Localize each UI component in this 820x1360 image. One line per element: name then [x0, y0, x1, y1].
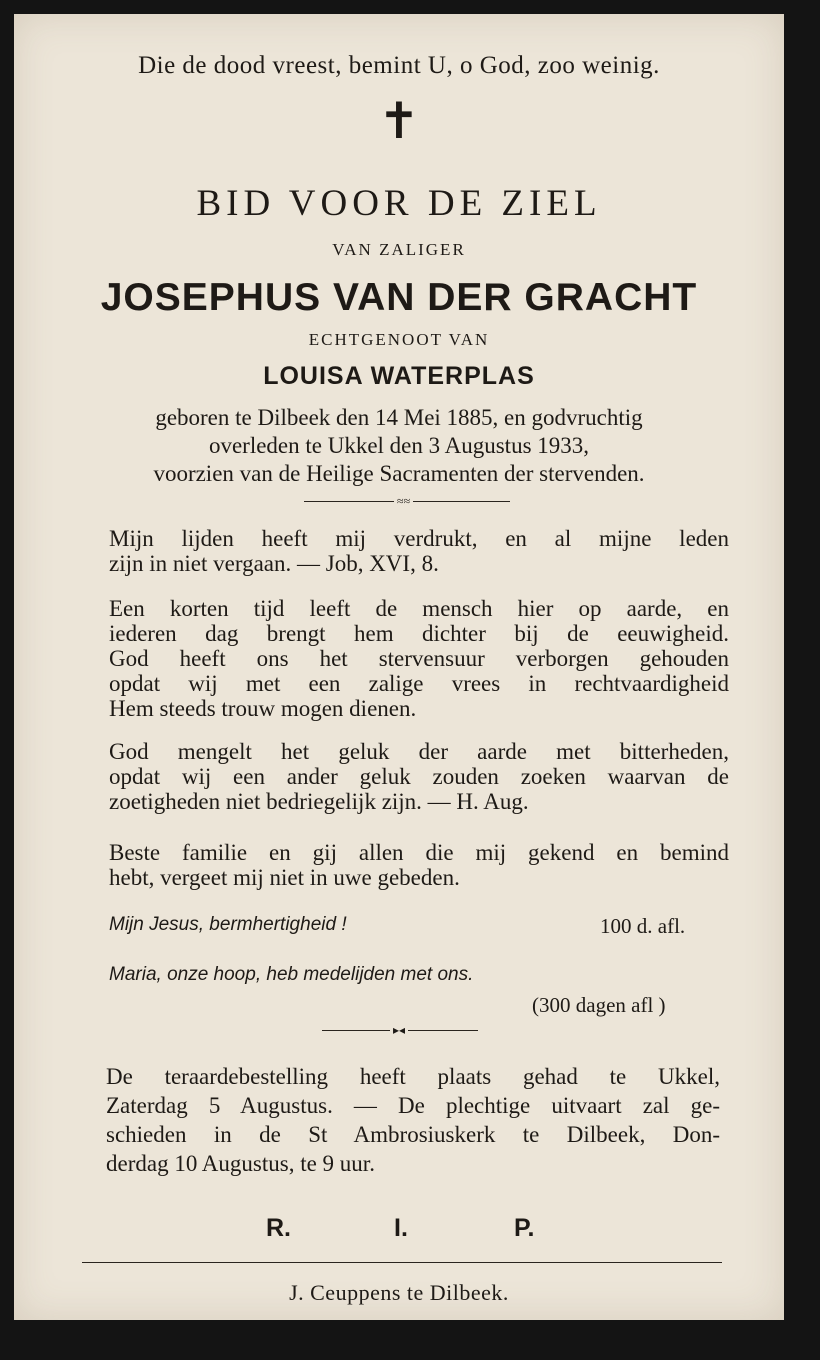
text-line: De teraardebestelling heeft plaats gehad te Ukkel, — [106, 1064, 720, 1089]
text-line: Zaterdag 5 Augustus. — De plechtige uitvaart zal ge- — [106, 1093, 720, 1118]
text-line: iederen dag brengt hem dichter bij de eeuwigheid. — [109, 621, 729, 646]
printer-credit: J. Ceuppens te Dilbeek. — [289, 1280, 509, 1305]
motto: Die de dood vreest, bemint U, o God, zoo weinig. — [138, 52, 660, 79]
indulgence-1: 100 d. afl. — [600, 914, 686, 938]
bio — [14, 404, 784, 488]
rip-r: R. — [266, 1214, 291, 1242]
cross-icon: ✝ — [378, 93, 420, 149]
text-line: zoetigheden niet bedriegelijk zijn. — H. Aug. — [109, 789, 529, 814]
text-line: Een korten tijd leeft de mensch hier op aarde, en — [109, 596, 729, 621]
footer-rule — [82, 1262, 722, 1263]
text-line: Mijn lijden heeft mij verdrukt, en al mijne leden — [109, 526, 729, 551]
echtgenoot-label: ECHTGENOOT VAN — [308, 330, 490, 349]
deceased-name: JOSEPHUS VAN DER GRACHT — [100, 276, 698, 319]
spouse-name: LOUISA WATERPLAS — [263, 362, 535, 390]
bio-line: voorzien van de Heilige Sacramenten der stervenden. — [153, 461, 645, 486]
text-line: derdag 10 Augustus, te 9 uur. — [106, 1151, 375, 1176]
text-line: hebt, vergeet mij niet in uwe gebeden. — [109, 865, 460, 890]
text-line: zijn in niet vergaan. — Job, XVI, 8. — [109, 551, 439, 576]
funeral-notice — [106, 1062, 720, 1178]
quote-job — [109, 526, 729, 576]
divider-ornament: ≈≈ — [394, 495, 413, 507]
heading: BID VOOR DE ZIEL — [196, 183, 602, 224]
rip-p: P. — [514, 1214, 535, 1242]
rip-i: I. — [394, 1214, 408, 1242]
text-line: God heeft ons het stervensuur verborgen gehouden — [109, 646, 729, 671]
indulgence-2: (300 dagen afl ) — [532, 993, 666, 1017]
divider-ornament: ▸◂ — [390, 1024, 408, 1036]
paragraph-eternity — [109, 596, 729, 721]
memorial-card — [14, 14, 784, 1320]
text-line: opdat wij een ander geluk zouden zoeken waarvan de — [109, 764, 729, 789]
family-request — [109, 840, 729, 890]
van-zaliger: VAN ZALIGER — [332, 240, 466, 259]
text-line: Hem steeds trouw mogen dienen. — [109, 696, 417, 721]
bio-line: geboren te Dilbeek den 14 Mei 1885, en godvruchtig — [155, 405, 643, 430]
text-line: schieden in de St Ambrosiuskerk te Dilbeek, Don- — [106, 1122, 720, 1147]
text-line: Beste familie en gij allen die mij gekend en bemind — [109, 840, 729, 865]
prayer-maria: Maria, onze hoop, heb medelijden met ons. — [109, 964, 474, 985]
text-line: God mengelt het geluk der aarde met bitterheden, — [109, 739, 729, 764]
bio-line: overleden te Ukkel den 3 Augustus 1933, — [208, 433, 590, 458]
quote-augustine — [109, 739, 729, 814]
text-line: opdat wij met een zalige vrees in rechtvaardigheid — [109, 671, 729, 696]
prayer-jesus: Mijn Jesus, bermhertigheid ! — [109, 914, 347, 935]
